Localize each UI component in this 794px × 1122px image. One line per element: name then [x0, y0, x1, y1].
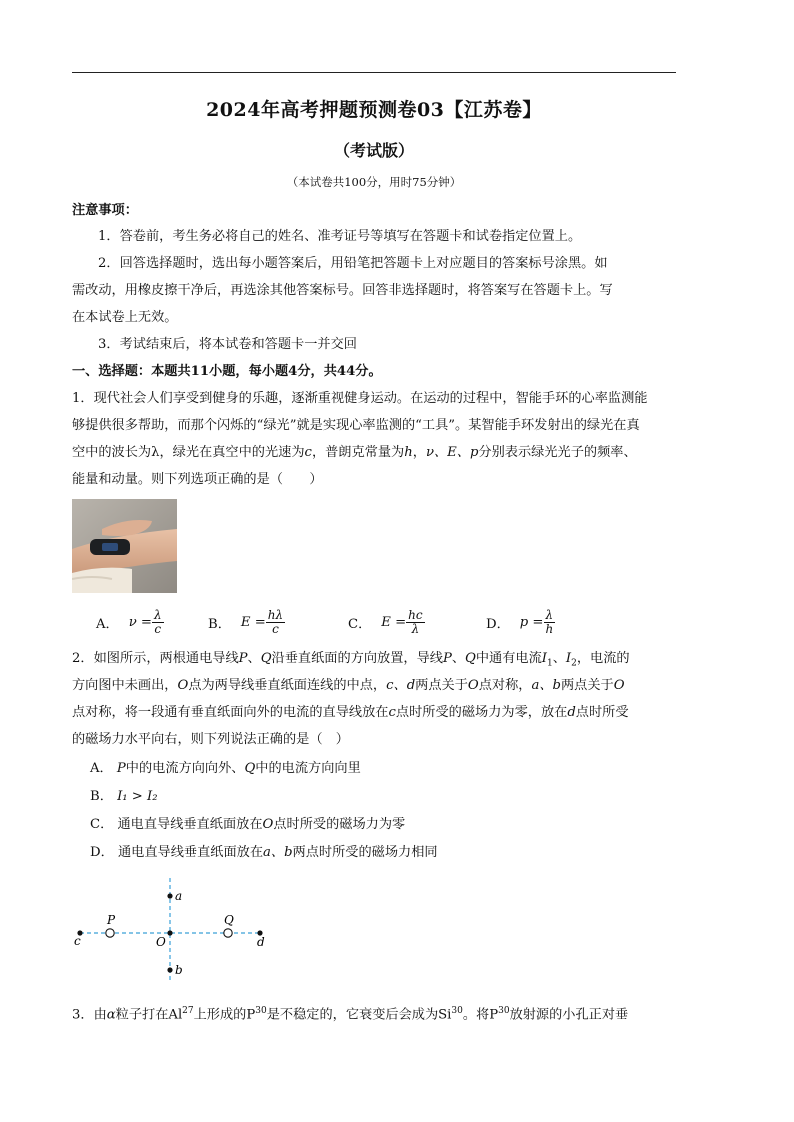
- label-c: c: [74, 934, 81, 948]
- fraction: $\frac{\lambda}{h}$: [545, 607, 554, 636]
- label-a: a: [175, 889, 183, 903]
- q1-option-a[interactable]: A． ν = $\frac{\lambda}{c}$: [96, 607, 162, 636]
- label-o: O: [156, 935, 166, 949]
- fraction: $\frac{\lambda}{c}$: [153, 607, 162, 636]
- point-a: [167, 893, 172, 898]
- point-o: [167, 930, 172, 935]
- q2-figure: [60, 872, 290, 982]
- q1-options: [96, 604, 656, 640]
- notice-heading: 注意事项：: [72, 203, 138, 218]
- q2-line-3: 点对称，将一段通有垂直纸面向外的电流的直导线放在c点时所受的磁场力为零，放在d点时所受: [72, 705, 629, 720]
- q2-option-b[interactable]: B． I₁ > I₂: [90, 789, 158, 804]
- q1-line-2: 够提供很多帮助，而那个闪烁的“绿光”就是实现心率监测的“工具”。某智能手环发射出的绿光在真: [72, 418, 640, 433]
- notice-item-1: 1．答卷前，考生务必将自己的姓名、准考证号等填写在答题卡和试卷指定位置上。: [98, 229, 582, 244]
- exam-title: 2024年高考押题预测卷03【江苏卷】: [206, 99, 542, 121]
- q1-line-3: 空中的波长为λ，绿光在真空中的光速为c，普朗克常量为h，ν、E、p分别表示绿光光子的频率、: [72, 445, 637, 460]
- wire-p: [106, 929, 114, 937]
- label-p: P: [107, 913, 116, 927]
- label-b: b: [175, 963, 183, 977]
- top-rule: [72, 72, 676, 73]
- q1-option-b[interactable]: B． E = $\frac{h\lambda}{c}$: [208, 607, 284, 636]
- notice-item-2-line-2: 需改动，用橡皮擦干净后，再选涂其他答案标号。回答非选择题时，将答案写在答题卡上。写: [72, 283, 613, 298]
- q1-option-c[interactable]: C． E = $\frac{hc}{\lambda}$: [348, 607, 423, 636]
- q1-option-d[interactable]: D． p = $\frac{\lambda}{h}$: [486, 607, 554, 636]
- q2-option-d[interactable]: D． 通电直导线垂直纸面放在a、b两点时所受的磁场力相同: [90, 845, 438, 860]
- q2-option-c[interactable]: C． 通电直导线垂直纸面放在O点时所受的磁场力为零: [90, 817, 406, 832]
- notice-item-3: 3．考试结束后，将本试卷和答题卡一并交回: [98, 337, 357, 352]
- fraction: $\frac{h\lambda}{c}$: [267, 607, 284, 636]
- wire-q: [224, 929, 232, 937]
- label-d: d: [257, 935, 265, 949]
- q2-line-1: 2．如图所示，两根通电导线P、Q沿垂直纸面的方向放置，导线P、Q中通有电流$I_1$、$I_2$，电流的: [72, 651, 630, 669]
- q1-line-1: 1．现代社会人们享受到健身的乐趣，逐渐重视健身运动。在运动的过程中，智能手环的心率监测能: [72, 391, 648, 406]
- q2-line-2: 方向图中未画出，O点为两导线垂直纸面连线的中点，c、d两点关于O点对称，a、b两点关于O: [72, 678, 625, 693]
- section-1-heading: 一、选择题：本题共11小题，每小题4分，共44分。: [72, 364, 382, 379]
- q3-line-1: 3．由α粒子打在Al$^{27}$上形成的$P^{30}$是不稳定的，它衰变后会成为Si$^{30}$。将$P^{30}$放射源的小孔正对垂: [72, 1006, 629, 1023]
- q2-option-a[interactable]: A． P中的电流方向向外、Q中的电流方向向里: [90, 761, 361, 776]
- label-q: Q: [224, 913, 234, 927]
- fraction: $\frac{hc}{\lambda}$: [408, 607, 423, 636]
- notice-item-2-line-3: 在本试卷上无效。: [72, 310, 178, 325]
- smart-band-photo: [72, 499, 177, 593]
- notice-item-2-line-1: 2．回答选择题时，选出每小题答案后，用铅笔把答题卡上对应题目的答案标号涂黑。如: [98, 256, 608, 271]
- q1-line-4: 能量和动量。则下列选项正确的是（ ）: [72, 472, 323, 487]
- exam-subtitle: （考试版）: [333, 141, 414, 160]
- q2-line-4: 的磁场力水平向右，则下列说法正确的是（ ）: [72, 732, 349, 747]
- exam-meta: （本试卷共100分，用时75分钟）: [286, 175, 462, 189]
- point-b: [167, 967, 172, 972]
